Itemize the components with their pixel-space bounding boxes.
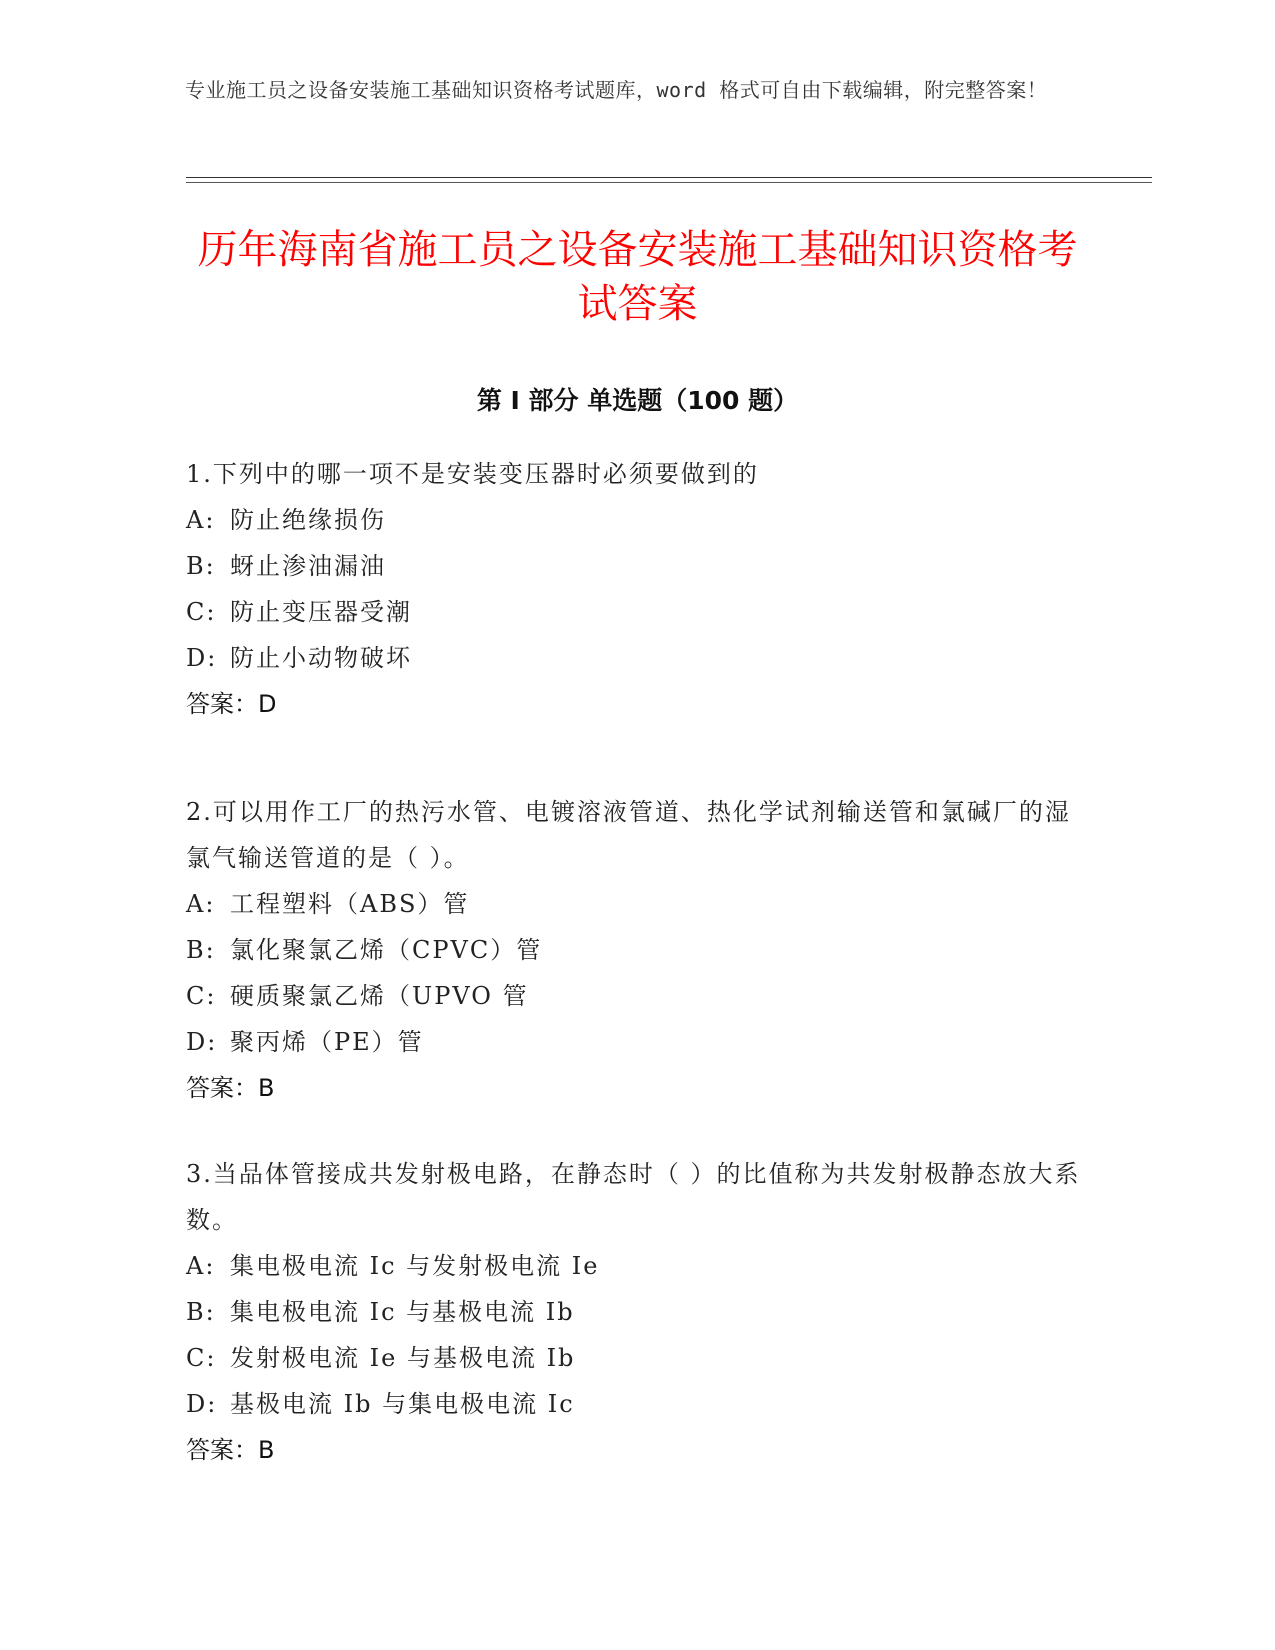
- option-text: 防止绝缘损伤: [230, 506, 386, 534]
- option-text: 防止变压器受潮: [230, 598, 412, 626]
- option-key: C:: [186, 598, 217, 626]
- header-note: 专业施工员之设备安装施工基础知识资格考试题库，word 格式可自由下载编辑，附完整答案！: [185, 78, 1048, 102]
- option-text: 发射极电流 Ie 与基极电流 Ib: [230, 1344, 576, 1372]
- option-a: [186, 881, 1086, 927]
- option-c: [186, 1335, 1086, 1381]
- question-stem: 2.可以用作工厂的热污水管、电镀溶液管道、热化学试剂输送管和氯碱厂的湿氯气输送管道的是（ ）。: [186, 798, 1071, 872]
- question-3: [186, 1151, 1086, 1473]
- header-divider-thin: [186, 182, 1152, 183]
- option-c: [186, 973, 1086, 1019]
- option-b: [186, 1289, 1086, 1335]
- option-key: A:: [186, 890, 216, 918]
- option-d: [186, 1019, 1086, 1065]
- option-c: [186, 589, 1086, 635]
- option-key: B:: [186, 552, 216, 580]
- option-key: A:: [186, 1252, 216, 1280]
- option-text: 硬质聚氯乙烯（UPVO 管: [230, 982, 529, 1010]
- option-key: D:: [186, 644, 218, 672]
- question-stem: 3.当品体管接成共发射极电路，在静态时（ ）的比值称为共发射极静态放大系数。: [186, 1160, 1081, 1234]
- option-b: [186, 927, 1086, 973]
- question-2: [186, 789, 1086, 1111]
- option-a: [186, 1243, 1086, 1289]
- option-text: 工程塑料（ABS）管: [230, 890, 470, 918]
- header-divider-thick: [186, 177, 1152, 178]
- option-a: [186, 497, 1086, 543]
- option-text: 氯化聚氯乙烯（CPVC）管: [230, 936, 543, 964]
- option-d: [186, 635, 1086, 681]
- option-text: 聚丙烯（PE）管: [230, 1028, 424, 1056]
- answer-line: 答案：B: [186, 1074, 275, 1102]
- question-1: [186, 451, 1086, 727]
- option-b: [186, 543, 1086, 589]
- option-text: 集电极电流 Ic 与基极电流 Ib: [230, 1298, 575, 1326]
- option-key: C:: [186, 1344, 217, 1372]
- option-key: C:: [186, 982, 217, 1010]
- option-key: D:: [186, 1028, 218, 1056]
- option-key: B:: [186, 1298, 216, 1326]
- option-text: 集电极电流 Ic 与发射极电流 Ie: [230, 1252, 600, 1280]
- option-key: A:: [186, 506, 216, 534]
- question-stem: 1.下列中的哪一项不是安装变压器时必须要做到的: [186, 460, 759, 488]
- section-title: 第 I 部分 单选题（100 题）: [476, 386, 799, 415]
- option-text: 防止小动物破坏: [230, 644, 412, 672]
- option-d: [186, 1381, 1086, 1427]
- answer-line: 答案：B: [186, 1436, 275, 1464]
- option-key: D:: [186, 1390, 218, 1418]
- document-title: 历年海南省施工员之设备安装施工基础知识资格考试答案: [197, 227, 1078, 327]
- option-text: 蚜止渗油漏油: [230, 552, 386, 580]
- option-text: 基极电流 Ib 与集电极电流 Ic: [230, 1390, 575, 1418]
- option-key: B:: [186, 936, 216, 964]
- answer-line: 答案：D: [186, 690, 277, 718]
